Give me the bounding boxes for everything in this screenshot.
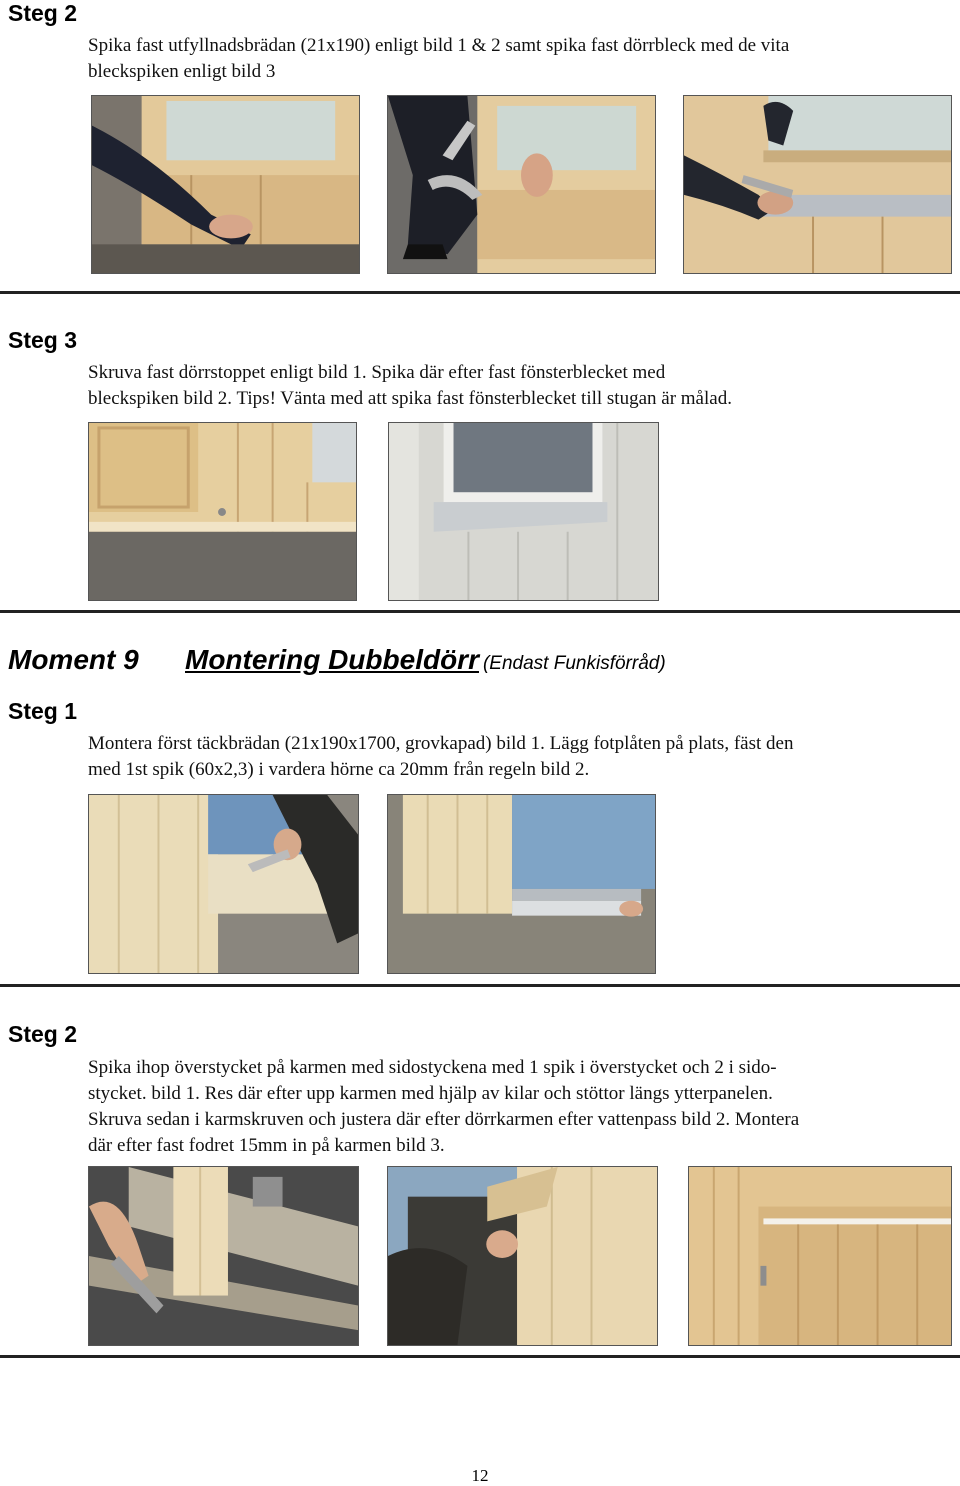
step-heading: Steg 1 xyxy=(8,698,78,724)
step-heading: Steg 2 xyxy=(8,1021,78,1047)
text-line: Skruva sedan i karmskruven och justera där efter dörrkarmen efter vattenpass bild 2. Montera xyxy=(88,1109,800,1130)
text-line: Spika fast utfyllnadsbrädan (21x190) enligt bild 1 & 2 samt spika fast dörrbleck med de vita xyxy=(88,35,790,56)
text-line: bleckspiken enligt bild 3 xyxy=(88,61,276,82)
photo-frame-assembly xyxy=(88,1166,359,1346)
moment-title: Montering Dubbeldörr xyxy=(185,644,479,675)
moment-subtitle: (Endast Funkisförråd) xyxy=(482,653,666,674)
photo-door-trim xyxy=(688,1166,952,1346)
photo-hammer-nailing xyxy=(387,95,656,274)
step-heading: Steg 3 xyxy=(8,327,78,353)
text-line: med 1st spik (60x2,3) i vardera hörne ca 20mm från regeln bild 2. xyxy=(88,759,590,780)
photo-nailing-filler-board xyxy=(91,95,360,274)
section-divider xyxy=(0,610,960,613)
page-number: 12 xyxy=(471,1466,489,1485)
step-instructions xyxy=(88,731,948,783)
step-instructions xyxy=(88,360,948,412)
text-line: bleckspiken bild 2. Tips! Vänta med att spika fast fönsterblecket till stugan är målad. xyxy=(88,388,732,409)
text-line: Skruva fast dörrstoppet enligt bild 1. Spika där efter fast fönsterblecket med xyxy=(88,362,666,383)
section-divider xyxy=(0,291,960,294)
text-line: Spika ihop överstycket på karmen med sidostyckena med 1 spik i överstycket och 2 i sido- xyxy=(88,1057,777,1078)
step-instructions xyxy=(88,33,948,85)
step-instructions xyxy=(88,1055,948,1159)
section-divider xyxy=(0,984,960,987)
photo-door-frame-screwing xyxy=(387,1166,658,1346)
moment-title-line xyxy=(185,644,666,676)
text-line: stycket. bild 1. Res där efter upp karmen med hjälp av kilar och stöttor längs ytterpanelen. xyxy=(88,1083,773,1104)
step-heading: Steg 2 xyxy=(8,0,78,26)
photo-cover-board xyxy=(88,794,359,974)
photo-foot-plate xyxy=(387,794,656,974)
text-line: Montera först täckbrädan (21x190x1700, grovkapad) bild 1. Lägg fotplåten på plats, fäst den xyxy=(88,733,794,754)
photo-door-stop xyxy=(88,422,357,601)
moment-number: Moment 9 xyxy=(8,644,139,675)
text-line: där efter fast fodret 15mm in på karmen bild 3. xyxy=(88,1135,445,1156)
section-divider xyxy=(0,1355,960,1358)
photo-door-plate-nailing xyxy=(683,95,952,274)
photo-window-flashing xyxy=(388,422,659,601)
